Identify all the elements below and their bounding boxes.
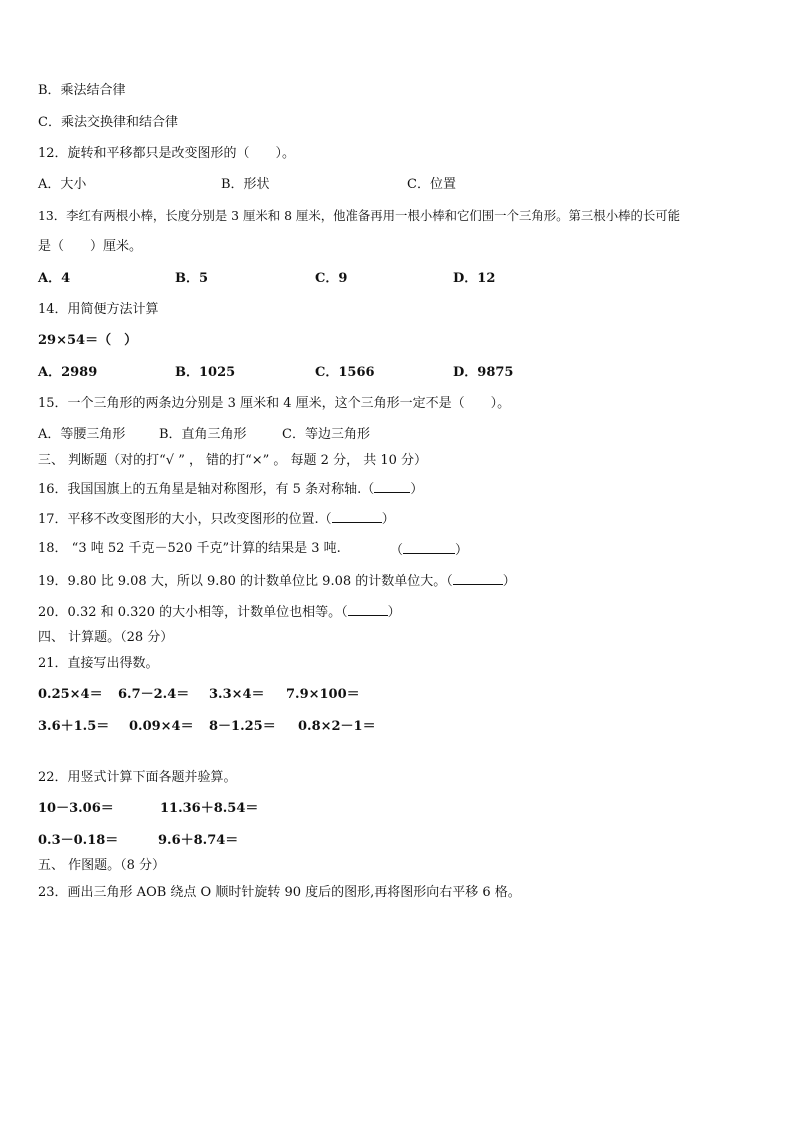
q22-item: 0.3－0.18＝	[38, 833, 119, 848]
q20-answer-blank[interactable]	[348, 603, 388, 616]
q21-item: 0.8×2－1＝	[298, 719, 376, 734]
q21-item: 0.25×4＝	[38, 687, 103, 702]
q15-option-a: A．等腰三角形	[38, 427, 126, 442]
q22-item: 9.6＋8.74＝	[158, 833, 239, 848]
q12-option-a: A．大小	[38, 177, 87, 192]
q23-stem: 23．画出三角形 AOB 绕点 O 顺时针旋转 90 度后的图形,再将图形向右平移 6 格。	[38, 885, 521, 900]
q17-text: 17．平移不改变图形的大小，只改变图形的位置.（	[38, 512, 332, 527]
q16	[38, 480, 423, 498]
q20	[38, 603, 401, 621]
q21-item: 3.6＋1.5＝	[38, 719, 110, 734]
q16-text: 16．我国国旗上的五角星是轴对称图形，有 5 条对称轴.（	[38, 482, 375, 497]
q19-answer-blank[interactable]	[453, 572, 503, 585]
q14-stem: 14．用简便方法计算	[38, 302, 159, 317]
section5-title: 五、 作图题。（8 分）	[38, 858, 166, 873]
q15-option-c: C．等边三角形	[282, 427, 370, 442]
q21-stem: 21．直接写出得数。	[38, 656, 159, 671]
q22-item: 10－3.06＝	[38, 801, 114, 816]
q13-option-c: C．9	[315, 271, 348, 286]
q13-stem-line2: 是（ ）厘米。	[38, 239, 143, 254]
section3-title: 三、 判断题（对的打“√ ” ， 错的打“×” 。 每题 2 分， 共 10 分）	[38, 453, 428, 468]
q21-item: 3.3×4＝	[209, 687, 265, 702]
q21-item: 6.7－2.4＝	[118, 687, 190, 702]
q21-item: 8－1.25＝	[209, 719, 276, 734]
q13-option-a: A．4	[38, 271, 71, 286]
q19	[38, 572, 516, 590]
q16-close: ）	[410, 482, 424, 497]
q13-stem-line1: 13．李红有两根小棒，长度分别是 3 厘米和 8 厘米，他准备再用一根小棒和它们围一个三角形。第三根小棒的长可能	[38, 208, 681, 223]
q18	[38, 541, 758, 557]
q17	[38, 510, 395, 528]
q14-option-c: C．1566	[315, 365, 375, 380]
q20-text: 20．0.32 和 0.320 的大小相等，计数单位也相等。（	[38, 605, 348, 620]
q13-option-d: D．12	[453, 271, 496, 286]
q11-option-b: B．乘法结合律	[38, 83, 126, 98]
q18-close: ）	[455, 543, 469, 558]
q14-option-a: A．2989	[38, 365, 98, 380]
q16-answer-blank[interactable]	[374, 480, 410, 493]
q17-close: ）	[381, 512, 395, 527]
q21-item: 0.09×4＝	[129, 719, 194, 734]
q13-option-b: B．5	[175, 271, 209, 286]
q19-close: ）	[502, 574, 516, 589]
q12-option-b: B．形状	[221, 177, 270, 192]
q18-text: 18． “3 吨 52 千克－520 千克”计算的结果是 3 吨.	[38, 541, 341, 556]
q11-option-c: C．乘法交换律和结合律	[38, 115, 178, 130]
q18-answer-blank[interactable]	[403, 541, 455, 554]
section4-title: 四、 计算题。（28 分）	[38, 630, 174, 645]
q21-item: 7.9×100＝	[286, 687, 360, 702]
q15-option-b: B．直角三角形	[159, 427, 247, 442]
q17-answer-blank[interactable]	[332, 510, 382, 523]
q20-close: ）	[387, 605, 401, 620]
q14-option-d: D．9875	[453, 365, 514, 380]
q18-open: （	[390, 543, 404, 558]
q12-option-c: C．位置	[407, 177, 456, 192]
q22-stem: 22．用竖式计算下面各题并验算。	[38, 770, 237, 785]
q12-stem: 12．旋转和平移都只是改变图形的（ ）。	[38, 146, 296, 161]
q15-stem: 15．一个三角形的两条边分别是 3 厘米和 4 厘米，这个三角形一定不是（ ）。	[38, 396, 511, 411]
q14-option-b: B．1025	[175, 365, 236, 380]
q19-text: 19．9.80 比 9.08 大，所以 9.80 的计数单位比 9.08 的计数单位大。（	[38, 574, 453, 589]
q14-expression: 29×54＝（ ）	[38, 333, 138, 348]
q22-item: 11.36＋8.54＝	[160, 801, 259, 816]
